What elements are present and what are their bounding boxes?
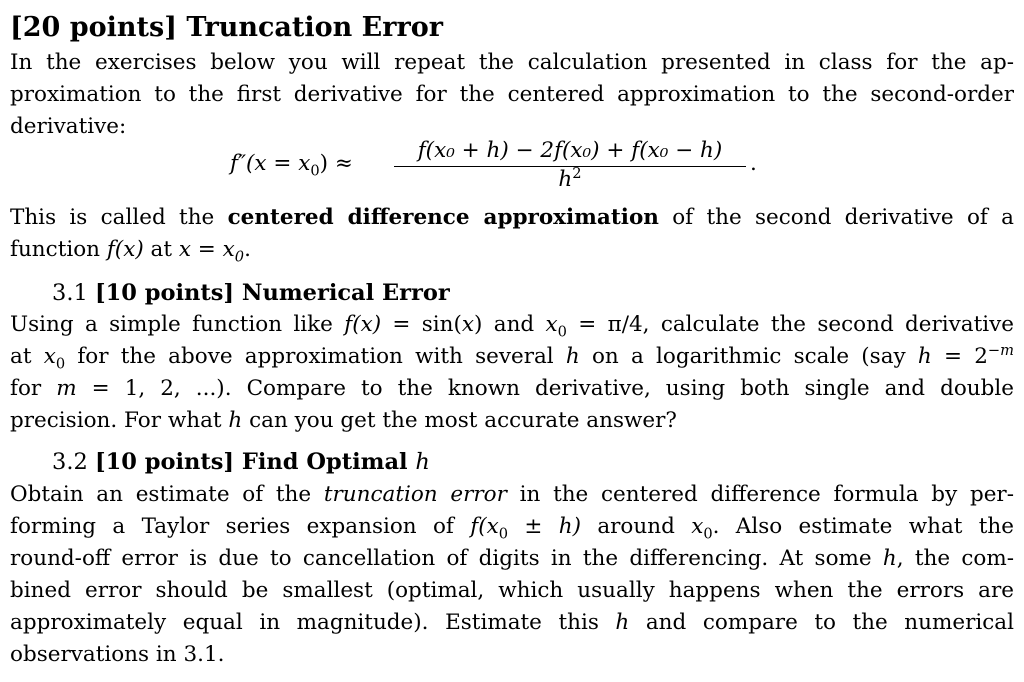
equation-fraction <box>392 136 748 193</box>
section-3-1-line-1: Using a simple function like f(x) = sin(x) and $x_0 = \pi/4$, calculate the second derivative <box>10 312 1014 341</box>
section-3-2-line-6: observations in 3.1. <box>10 642 225 667</box>
definition-line-1: This is called the centered difference approximation of the second derivative of a <box>10 205 1014 230</box>
section-3-1-heading: 3.1 [10 points] Numerical Error <box>52 280 450 306</box>
equation-denominator: $h^2$ <box>558 164 582 192</box>
intro-line-3: derivative: <box>10 114 127 139</box>
equation-period: . <box>750 151 757 176</box>
section-3-1-line-3: for m = 1, 2, ...). Compare to the known derivative, using both single and double <box>10 376 1014 401</box>
section-3-2-line-5: approximately equal in magnitude). Estimate this h and compare to the numerical <box>10 610 1014 635</box>
section-3-2-line-2: forming a Taylor series expansion of $f(x_0 \pm h)$ around $x_0$. Also estimate what the <box>10 514 1014 543</box>
italic-term: truncation error <box>323 482 507 507</box>
section-3-2-line-4: bined error should be smallest (optimal, which usually happens when the errors are <box>10 578 1014 603</box>
definition-line-2: function f(x) at $x = x_0$. <box>10 237 251 266</box>
equation-lhs: $f''(x = x_0)$ ≈ <box>230 151 353 180</box>
section-3-2-line-1: Obtain an estimate of the truncation error in the centered difference formula by per- <box>10 482 1014 507</box>
equation-numerator: f(x₀ + h) − 2f(x₀) + f(x₀ − h) <box>417 138 723 163</box>
bold-term: centered difference approximation <box>227 205 659 230</box>
section-3-2-heading: 3.2 [10 points] Find Optimal h <box>52 449 430 475</box>
section-3-2-line-3: round-off error is due to cancellation of digits in the differencing. At some h, the com- <box>10 546 1014 571</box>
section-3-1-line-4: precision. For what h can you get the most accurate answer? <box>10 408 677 433</box>
intro-line-2: proximation to the first derivative for the centered approximation to the second-order <box>10 82 1014 107</box>
page-title: [20 points] Truncation Error <box>10 12 443 43</box>
section-3-1-line-2: at $x_0$ for the above approximation with several h on a logarithmic scale (say $h = 2^{-m}$ <box>10 341 1014 373</box>
intro-line-1: In the exercises below you will repeat the calculation presented in class for the ap- <box>10 50 1014 75</box>
